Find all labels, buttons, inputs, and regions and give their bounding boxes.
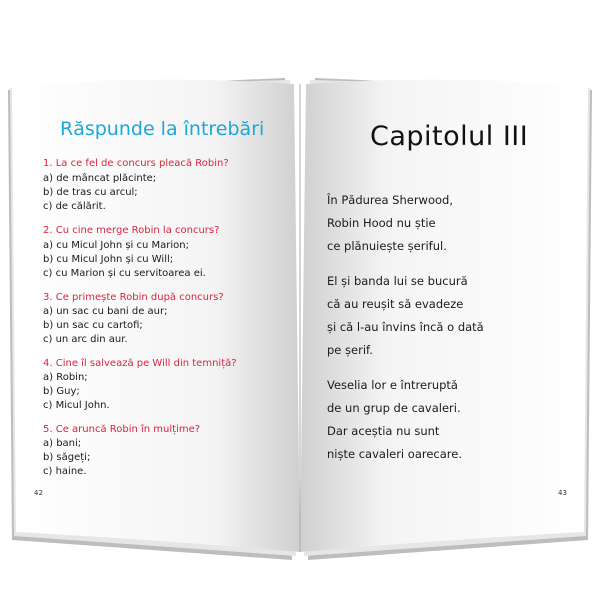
answer-1c: c) de călărit. [43,201,106,212]
answer-5b: b) săgeți; [43,452,91,463]
answer-2c: c) cu Marion și cu servitoarea ei. [43,268,206,279]
answer-4b: b) Guy; [43,386,80,397]
answer-1b: b) de tras cu arcul; [43,187,138,198]
story-line-11: niște cavaleri oarecare. [327,447,462,461]
answer-4c: c) Micul John. [43,400,110,411]
answer-1a: a) de mâncat plăcinte; [43,173,157,184]
story-line-10: Dar aceștia nu sunt [327,424,440,438]
question-5: 5. Ce aruncă Robin în mulțime? [43,424,201,435]
answer-3b: b) un sac cu cartofi; [43,320,143,331]
question-4: 4. Cine îl salvează pe Will din temniță? [43,358,237,369]
story-line-5: că au reușit să evadeze [327,297,464,311]
answer-2a: a) cu Micul John și cu Marion; [43,240,189,251]
story-line-8: Veselia lor e întreruptă [327,378,458,392]
story-line-9: de un grup de cavaleri. [327,401,461,415]
question-2: 2. Cu cine merge Robin la concurs? [43,225,220,236]
answer-5c: c) haine. [43,466,87,477]
story-line-6: și că l-au învins încă o dată [327,320,484,334]
answer-2b: b) cu Micul John și cu Will; [43,254,174,265]
story-line-1: În Pădurea Sherwood, [327,193,453,207]
story-line-3: ce plănuiește șeriful. [327,239,447,253]
answer-3c: c) un arc din aur. [43,334,128,345]
story-line-4: El și banda lui se bucură [327,274,468,288]
left-page-title: Răspunde la întrebări [60,118,265,140]
question-3: 3. Ce primește Robin după concurs? [43,292,224,303]
answer-4a: a) Robin; [43,372,88,383]
left-page-number: 42 [34,489,43,497]
answer-3a: a) un sac cu bani de aur; [43,306,168,317]
question-1: 1. La ce fel de concurs pleacă Robin? [43,158,229,169]
story-line-7: pe șerif. [327,343,373,357]
story-line-2: Robin Hood nu știe [327,216,436,230]
right-page-number: 43 [558,489,567,497]
answer-5a: a) bani; [43,438,82,449]
chapter-title: Capitolul III [370,121,529,152]
